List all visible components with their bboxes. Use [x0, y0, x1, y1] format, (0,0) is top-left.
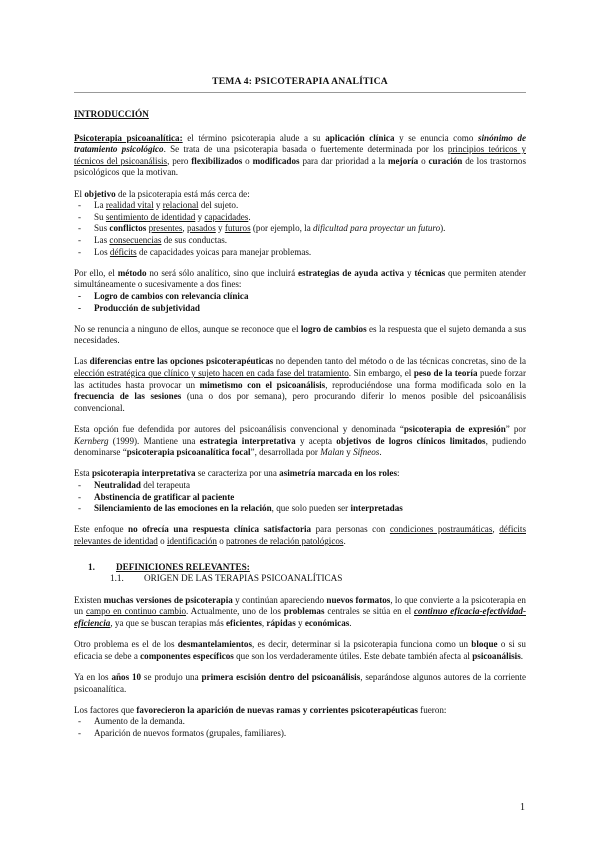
text-run: presentes: [148, 223, 183, 234]
text-run: elección estratégica que clínico y sujeto hacen en cada fase del tratamiento: [74, 368, 349, 379]
text-run: ,: [492, 524, 500, 535]
text-run: (1999). Mantiene una: [108, 435, 200, 446]
text-run: de la psicoterapia está más cerca de:: [115, 188, 250, 199]
paragraph-desmantelamientos: [74, 639, 526, 662]
text-run: .: [248, 211, 251, 222]
text-run: interpretadas: [350, 503, 403, 514]
text-run: , pero: [167, 155, 192, 166]
text-run: del sujeto.: [198, 200, 239, 211]
text-run: Abstinencia de gratificar al paciente: [94, 491, 235, 502]
paragraph-metodo: [74, 268, 526, 291]
text-run: Las: [74, 356, 90, 367]
text-run: ).: [440, 223, 446, 234]
factores-list: [74, 716, 526, 739]
text-run: . Actualmente, uno de los: [186, 606, 284, 617]
text-run: asimetría marcada en los roles: [279, 468, 398, 479]
list-item: - Logro de cambios con relevancia clínica: [74, 291, 526, 303]
list-item: [74, 212, 526, 224]
text-run: condiciones postraumáticas: [389, 524, 493, 535]
text-run: bloque: [471, 639, 498, 650]
text-run: o: [216, 535, 227, 546]
text-run: objetivo: [84, 188, 116, 199]
text-run: pasados: [186, 223, 216, 234]
text-run: o: [157, 535, 167, 546]
text-run: curación: [428, 155, 463, 166]
text-run: Sifneos: [353, 447, 380, 458]
section-heading-1: [74, 562, 526, 574]
text-run: Silenciamiento de las emociones en la relación: [94, 503, 272, 514]
text-run: de capacidades yoicas para manejar problemas.: [136, 246, 312, 257]
text-run: frecuencia de las sesiones: [74, 391, 182, 402]
text-run: (por ejemplo, la: [250, 223, 313, 234]
text-run: método: [117, 267, 147, 278]
text-run: o: [418, 155, 429, 166]
text-run: se produjo una: [141, 671, 202, 682]
text-run: patrones de relación patológicos: [226, 535, 344, 546]
text-run: para dar prioridad a la: [299, 155, 388, 166]
text-run: del terapeuta: [141, 480, 190, 490]
text-run: que son los verdaderamente útiles. Este debate también afecta al: [233, 650, 473, 661]
text-run: Sus: [94, 223, 110, 234]
text-run: mejoría: [387, 155, 419, 166]
text-run: puede forzar las actitudes hasta provocar un: [74, 368, 526, 390]
text-run: déficits relevantes de identidad: [74, 524, 526, 546]
text-run: ” por: [505, 424, 526, 435]
text-run: nuevos formatos: [326, 594, 391, 605]
text-run: estrategia interpretativa: [199, 435, 296, 446]
list-item: [74, 223, 526, 235]
text-run: psicoterapia interpretativa: [91, 468, 196, 479]
text-run: .: [343, 535, 346, 546]
text-run: . Se trata de una psicoterapia basada o fuertemente determinada por los: [163, 144, 448, 155]
section-title: ORIGEN DE LAS TERAPIAS PSICOANALÍTICAS: [144, 573, 343, 584]
asimetria-list: [74, 480, 526, 515]
text-run: Otro problema es el de los: [74, 639, 178, 650]
text-run: psicoterapia de expresión: [403, 424, 506, 435]
intro-heading: INTRODUCCIÓN: [74, 110, 149, 120]
text-run: y: [404, 267, 415, 278]
paragraph-definition: [74, 133, 526, 179]
text-run: eficientes: [226, 617, 262, 628]
text-run: futuros: [224, 223, 251, 234]
text-run: ,: [182, 223, 187, 234]
text-run: Su: [94, 211, 106, 222]
text-run: Este enfoque: [74, 524, 129, 535]
text-run: o si su eficacia se debe a: [74, 639, 526, 661]
text-run: mimetismo con el psicoanálisis: [199, 379, 326, 390]
page-number: 1: [520, 802, 525, 813]
list-item: - Aumento de la demanda.: [74, 716, 526, 728]
text-run: peso de la teoría: [413, 368, 478, 379]
text-run: principios teóricos y técnicos del psicoanálisis: [74, 144, 526, 166]
text-run: y: [295, 617, 305, 628]
text-run: consecuencias: [109, 234, 162, 245]
text-run: de sus conductas.: [161, 234, 228, 245]
text-run: relacional: [162, 200, 199, 211]
paragraph-diferencias: [74, 356, 526, 414]
text-run: flexibilizados: [191, 155, 243, 166]
text-run: y se enuncia como: [394, 132, 478, 143]
text-run: no dependen tanto del método o de las técnicas concretas, sino de la: [273, 356, 527, 367]
text-run: No se renuncia a ninguno de ellos, aunque se reconoce que el: [74, 323, 301, 334]
list-item: [74, 235, 526, 247]
text-run: Esta: [74, 468, 92, 479]
list-item: - Producción de subjetividad: [74, 303, 526, 315]
text-run: años 10: [111, 671, 142, 682]
document-body: [74, 110, 526, 749]
text-run: desmantelamientos: [177, 639, 252, 650]
text-run: , reproduciéndose una forma modificada solo en la: [325, 379, 526, 390]
paragraph-factores: [74, 705, 526, 717]
text-run: , lo que convierte a la psicoterapia en un: [74, 594, 526, 617]
paragraph-kernberg: [74, 424, 526, 459]
section-number: 1.1.: [110, 573, 124, 584]
text-run: continuo eficacia-efectividad-eficiencia: [74, 606, 526, 628]
text-run: Los: [94, 246, 110, 257]
text-run: favorecieron la aparición de nuevas ramas y corrientes psicoterapéuticas: [136, 704, 418, 715]
text-run: estrategias de ayuda activa: [298, 267, 405, 278]
text-run: .: [520, 650, 524, 661]
text-run: , pudiendo denominarse “: [74, 435, 526, 458]
text-run: .: [349, 617, 352, 628]
text-run: campo en continuo cambio: [85, 606, 187, 617]
objetivo-list: [74, 200, 526, 258]
text-run: capacidades: [204, 211, 249, 222]
paragraph-escision: [74, 672, 526, 695]
text-run: dificultad para proyectar un futuro: [313, 223, 441, 234]
section-number: 1.: [88, 561, 95, 572]
text-run: de los trastornos psicológicos que la motivan.: [74, 155, 527, 178]
text-run: realidad vital: [105, 200, 154, 211]
text-run: Los factores que: [74, 704, 137, 715]
text-run: y: [195, 211, 205, 222]
text-run: Malan: [320, 447, 344, 458]
text-run: logro de cambios: [300, 323, 367, 334]
text-run: para personas con: [311, 524, 390, 535]
text-run: técnicas: [414, 267, 446, 278]
text-run: o: [242, 155, 253, 166]
text-run: el término psicoterapia alude a su: [182, 132, 326, 143]
text-run: es la respuesta que el sujeto demanda a sus necesidades.: [74, 323, 526, 346]
text-run: Neutralidad: [94, 480, 141, 490]
section-title: DEFINICIONES RELEVANTES:: [116, 561, 250, 572]
text-run: económicas: [304, 617, 350, 628]
text-run: y acepta: [295, 435, 337, 446]
text-run: no será sólo analítico, sino que incluirá: [146, 267, 298, 278]
list-item: [74, 503, 526, 515]
text-run: y: [343, 447, 354, 458]
text-run: sentimiento de identidad: [105, 211, 196, 222]
text-run: , ya que se buscan terapias más: [110, 617, 227, 628]
text-run: , es decir, determinar si la psicoterapia funciona como un: [252, 639, 472, 650]
text-run: rápidas: [266, 617, 296, 628]
text-run: modificados: [252, 155, 300, 166]
text-run: La: [94, 200, 106, 211]
section-heading-1-1: [74, 573, 526, 585]
text-run: Kernberg: [74, 435, 109, 446]
text-run: objetivos de logros clínicos limitados: [336, 435, 486, 446]
text-run: . Sin embargo, el: [348, 368, 414, 379]
paragraph-enfoque: [74, 524, 526, 547]
text-run: psicoterapia psicoanalítica focal: [126, 447, 251, 458]
text-run: diferencias entre las opciones psicoterapéuticas: [89, 356, 274, 367]
list-item: [74, 492, 526, 504]
paragraph-interpretativa: [74, 468, 526, 480]
text-run: :: [397, 468, 400, 479]
text-run: , que solo pueden ser: [271, 503, 351, 514]
text-run: Esta opción fue defendida por autores del psicoanálisis convencional y denominada “: [74, 424, 404, 435]
text-run: primera escisión dentro del psicoanálisis: [201, 671, 361, 682]
text-run: ,: [261, 617, 267, 628]
text-run: centrales se sitúa en el: [324, 606, 415, 617]
list-item: [74, 247, 526, 259]
text-run: no ofrecía una respuesta clínica satisfactoria: [128, 524, 312, 535]
text-run: sinónimo de tratamiento psicológico: [74, 132, 526, 155]
text-run: , separándose algunos autores de la corriente psicoanalítica.: [74, 671, 527, 694]
text-run: fueron:: [417, 704, 447, 715]
text-run: Existen: [74, 594, 104, 605]
title-divider: [74, 92, 526, 93]
text-run: que permiten atender simultáneamente o sucesivamente a dos fines:: [74, 267, 526, 290]
text-run: identificación: [166, 535, 217, 546]
list-item: [74, 480, 526, 492]
text-run: componentes específicos: [140, 650, 234, 661]
list-item: [74, 200, 526, 212]
text-run: se caracteriza por una: [195, 468, 280, 479]
list-item: - Aparición de nuevos formatos (grupales, familiares).: [74, 728, 526, 740]
text-run: Las: [94, 234, 110, 245]
text-run: y continúan apareciendo: [232, 594, 327, 605]
term-psicoterapia-psicoanalitica: Psicoterapia psicoanalítica:: [74, 132, 183, 143]
text-run: y: [153, 200, 163, 211]
text-run: problemas: [283, 606, 325, 617]
paragraph-versiones: [74, 595, 526, 630]
text-run: déficits: [109, 246, 137, 257]
text-run: .: [379, 447, 382, 458]
text-run: (una o dos por semana), pero procurando diferir lo menos posible del psicoanálisis convencional.: [74, 391, 526, 413]
text-run: psicoanálisis: [472, 650, 521, 661]
text-run: aplicación clínica: [325, 132, 395, 143]
text-run: ”, desarrollada por: [250, 447, 321, 458]
text-run: Ya en los: [74, 671, 112, 682]
text-run: y: [215, 223, 225, 234]
page-title: TEMA 4: PSICOTERAPIA ANALÍTICA: [212, 76, 388, 87]
paragraph-objetivo: [74, 189, 526, 201]
text-run: El: [74, 188, 85, 199]
fines-list: [74, 291, 526, 314]
paragraph-renuncia: [74, 324, 526, 347]
text-run: muchas versiones de psicoterapia: [103, 594, 233, 605]
text-run: conflictos: [109, 223, 147, 234]
text-run: Por ello, el: [74, 267, 118, 278]
